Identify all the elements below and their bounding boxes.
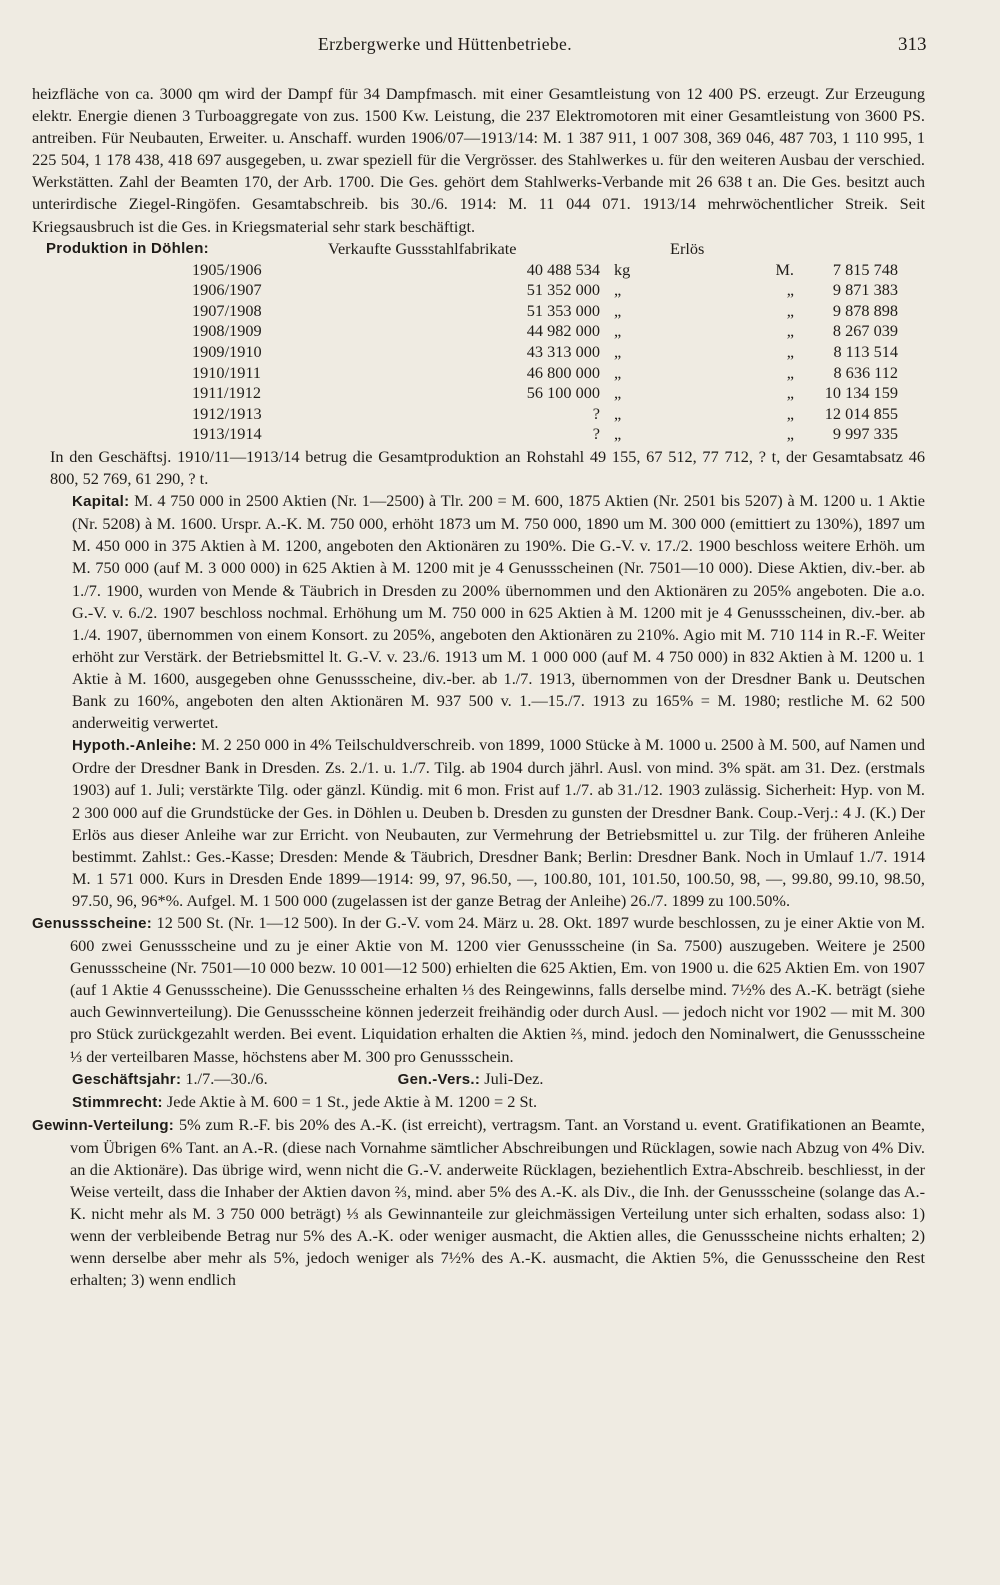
production-currency: „ [786, 362, 794, 382]
production-spacer [898, 280, 925, 301]
geschaeftsjahr-label: Geschäftsjahr: [72, 1070, 182, 1088]
production-amount: 51 352 000 [526, 280, 600, 300]
genuss-label: Genussscheine: [32, 914, 153, 932]
production-spacer [898, 342, 925, 363]
running-head [0, 34, 1000, 60]
production-row [32, 404, 925, 425]
production-unit: „ [614, 280, 622, 300]
genvers-text: Juli-Dez. [484, 1068, 544, 1088]
stimmrecht-text: Jede Aktie à M. 600 = 1 St., jede Aktie à M. 1200 = 2 St. [166, 1091, 538, 1111]
production-year: 1907/1908 [192, 300, 262, 320]
production-row [32, 301, 925, 322]
production-revenue: 8 113 514 [833, 342, 898, 362]
production-currency: „ [786, 383, 794, 403]
production-currency: „ [786, 403, 794, 423]
production-currency: „ [786, 342, 794, 362]
production-col-goods: Verkaufte Gussstahlfabrikate [328, 238, 517, 258]
production-amount: 46 800 000 [526, 362, 600, 382]
production-spacer [898, 383, 925, 404]
production-revenue: 9 878 898 [832, 300, 898, 320]
production-amount: 51 353 000 [526, 300, 600, 320]
production-revenue: 7 815 748 [832, 259, 898, 279]
genuss-section [32, 912, 925, 1068]
production-unit: „ [614, 403, 622, 423]
production-amount: 40 488 534 [526, 259, 600, 279]
production-year: 1910/1911 [192, 362, 262, 382]
production-col-revenue: Erlös [670, 238, 705, 258]
production-label: Produktion in Döhlen: [46, 239, 209, 257]
page-number: 313 [898, 34, 927, 55]
production-revenue: 10 134 159 [824, 383, 898, 403]
kapital-section [32, 490, 925, 734]
production-unit: „ [614, 321, 622, 341]
anleihe-label: Hypoth.-Anleihe: [72, 737, 197, 755]
production-year: 1905/1906 [192, 259, 262, 279]
gewinn-section [32, 1114, 925, 1292]
anleihe-text: M. 2 250 000 in 4% Teilschuldverschreib. von 1899, 1000 Stücke à M. 1000 u. 2500 à M. 500, auf Namen und Ordre der Dresdner Bank in Dresden. Zs. 2./1. u. 1./7. Tilg. ab 1904 durch jährl. Ausl. von mind. 3% spät. am 31. Dez. (erstmals 1903) auf 1. Juli; verstärkte Tilg. oder gänzl. Kündig. mit 6 mon. Frist auf 1./7. ab 31./12. 1903 zulässig. Sicherheit: Hyp. von M. 2 300 000 auf die Grundstücke der Ges. in Döhlen u. Deuben b. Dresden zu gunsten der Dresdner Bank. Coup.-Verj.: 4 J. (K.) Der Erlös aus dieser Anleihe war zur Erricht. von Neubauten, zur Vermehrung der Betriebsmittel u. zur Tilg. der früheren Anleihe bestimmt. Zahlst.: Ges.-Kasse; Dresden: Mende & Täubrich, Dresdner Bank; Berlin: Dresdner Bank. Noch in Umlauf 1./7. 1914 M. 1 571 000. Kurs in Dresden Ende 1899—1914: 99, 97, 96.50, —, 100.80, 101, 101.50, 100.50, 98, —, 99.80, 99.10, 98.50, 97.50, 96, 96*%. Aufgel. M. 1 500 000 (zugelassen ist der ganze Betrag der Anleihe) 26./7. 1899 zu 100.50%. [72, 735, 925, 910]
geschaeftsjahr-text: 1./7.—30./6. [185, 1068, 268, 1088]
gewinn-text: 5% zum R.-F. bis 20% des A.-K. (ist erreicht), vertragsm. Tant. an Vorstand u. event. Gratifikationen an Beamte, vom Übrigen 6% Tant. an A.-R. (diese nach Vornahme sämtlicher Abschreibungen und Rücklagen, sowie nach Abzug von 4% Div. an die Aktionäre). Das übrige wird, wenn nicht die G.-V. anderweite Rücklagen, beziehentlich Extra-Abschreib. beschliesst, in der Weise verteilt, dass die Inhaber der Aktien davon ⅔, mind. aber 5% des A.-K. als Div., die Inh. der Genussscheine (solange das A.-K. nicht mehr als M. 3 750 000 beträgt) ⅓ als Gewinnanteile zur gleichmässigen Verteilung unter sich erhalten, sodass also: 1) wenn der verbleibende Betrag nur 5% des A.-K. oder weniger ausmacht, die Aktien alles, die Genussscheine nichts erhalten; 2) wenn derselbe aber mehr als 5%, jedoch weniger als 7½% des A.-K. ausmacht, die Aktien 5%, die Genussscheine den Rest erhalten; 3) wenn endlich [70, 1114, 925, 1290]
production-year: 1913/1914 [192, 424, 262, 444]
production-amount: 43 313 000 [526, 342, 600, 362]
production-row [32, 260, 925, 281]
production-spacer [898, 404, 925, 425]
production-unit: „ [614, 342, 622, 362]
production-unit: „ [614, 300, 622, 320]
production-spacer [898, 424, 925, 445]
genuss-text: 12 500 St. (Nr. 1—12 500). In der G.-V. vom 24. März u. 28. Okt. 1897 wurde beschlossen, zu je einer Aktie von M. 600 zwei Genussscheine und zu je einer Aktie von M. 1200 vier Genussscheine (in Sa. 7500) auszugeben. Weitere je 2500 Genussscheine (Nr. 7501—10 000 bezw. 10 001—12 500) erhielten die 625 Aktien, Em. von 1900 u. die 625 Aktien Em. von 1907 (auf 1 Aktie 4 Genussscheine). Die Genussscheine erhalten ⅓ des Reingewinns, falls derselbe mind. 7½% des A.-K. beträgt (siehe auch Gewinnverteilung). Die Genussscheine können jederzeit freihändig oder durch Ausl. — jedoch nicht vor 1902 — mit M. 300 pro Stück zurückgezahlt werden. Bei event. Liquidation erhalten die Aktien ⅔, mind. jedoch den Nominalwert, die Genussscheine ⅓ der verteilbaren Masse, höchstens aber M. 300 pro Genussschein. [70, 912, 925, 1066]
production-row [32, 424, 925, 445]
production-currency: „ [786, 300, 794, 320]
document-body [32, 83, 925, 1292]
production-row [32, 363, 925, 384]
production-unit: „ [614, 383, 622, 403]
production-revenue: 12 014 855 [824, 403, 898, 423]
production-amount: 56 100 000 [526, 383, 600, 403]
production-amount: 44 982 000 [526, 321, 600, 341]
stimmrecht-line [32, 1091, 925, 1114]
production-year: 1911/1912 [192, 383, 262, 403]
production-unit: „ [614, 424, 622, 444]
production-row [32, 342, 925, 363]
production-currency: „ [786, 424, 794, 444]
production-row [32, 321, 925, 342]
genvers-label: Gen.-Vers.: [397, 1070, 481, 1088]
production-year: 1909/1910 [192, 342, 262, 362]
production-row [32, 280, 925, 301]
production-amount: ? [592, 424, 600, 444]
production-spacer [898, 260, 925, 281]
production-unit: „ [614, 362, 622, 382]
production-table [32, 260, 925, 445]
geschaeftsjahr-line [32, 1068, 925, 1091]
stimmrecht-label: Stimmrecht: [72, 1093, 163, 1111]
production-revenue: 8 636 112 [833, 362, 898, 382]
production-spacer [898, 301, 925, 322]
production-year: 1906/1907 [192, 280, 262, 300]
intro-paragraph: heizfläche von ca. 3000 qm wird der Dampf für 34 Dampfmasch. mit einer Gesamtleistung von 12 400 PS. erzeugt. Zur Erzeugung elektr. Energie dienen 3 Turboaggregate von zus. 1500 Kw. Leistung, die 237 Elektromotoren mit einer Gesamtleistung von 3600 PS. antreiben. Für Neubauten, Erweiter. u. Anschaff. wurden 1906/07—1913/14: M. 1 387 911, 1 007 308, 369 046, 487 703, 1 110 995, 1 225 504, 1 178 438, 418 697 ausgegeben, u. zwar speziell für die Vergrösser. des Stahlwerkes u. für den weiteren Ausbau der verschied. Werkstätten. Zahl der Beamten 170, der Arb. 1700. Die Ges. gehört dem Stahlwerks-Verbande mit 26 638 t an. Die Ges. besitzt auch unterirdische Ziegel-Ringöfen. Gesamtabschreib. bis 30./6. 1914: M. 11 044 071. 1913/14 mehrwöchentlicher Streik. Seit Kriegsausbruch ist die Ges. in Kriegsmaterial sehr stark beschäftigt. [32, 84, 925, 236]
production-unit: kg [614, 259, 631, 279]
production-amount: ? [592, 403, 600, 423]
production-spacer [898, 363, 925, 384]
production-header [32, 238, 925, 260]
production-revenue: 9 997 335 [832, 424, 898, 444]
production-row [32, 383, 925, 404]
production-currency: „ [786, 280, 794, 300]
production-currency: M. [775, 259, 794, 279]
kapital-text: M. 4 750 000 in 2500 Aktien (Nr. 1—2500) à Tlr. 200 = M. 600, 1875 Aktien (Nr. 2501 bis 5207) à M. 1200 u. 1 Aktie (Nr. 5208) à M. 1600. Urspr. A.-K. M. 750 000, erhöht 1873 um M. 750 000, 1890 um M. 300 000 (emittiert zu 130%), 1897 um M. 450 000 in 375 Aktien à M. 1200, angeboten den Aktionären zu 190%. Die G.-V. v. 17./2. 1900 beschloss weitere Erhöh. um M. 750 000 (auf M. 3 000 000) in 625 Aktien à M. 1200 mit je 4 Genussscheinen (Nr. 7501—10 000). Diese Aktien, div.-ber. ab 1./7. 1900, wurden von Mende & Täubrich in Dresden zu 200% übernommen und den Aktionären zu 205% angeboten. Die a.o. G.-V. v. 6./2. 1907 beschloss nochmal. Erhöhung um M. 750 000 in 625 Aktien à M. 1200 mit je 4 Genussscheinen, div.-ber. ab 1./4. 1907, übernommen von einem Konsort. zu 205%, angeboten den Aktionären zu 210%. Agio mit M. 710 114 in R.-F. Weiter erhöht zur Verstärk. der Betriebsmittel lt. G.-V. v. 23./6. 1913 um M. 1 000 000 (auf M. 4 750 000) in 832 Aktien à M. 1200 u. 1 Aktie à M. 1600, ausgegeben ohne Genussscheine, div.-ber. ab 1./7. 1913, übernommen von der Dresdner Bank u. Deutschen Bank zu 160%, angeboten den alten Aktionären M. 937 500 v. 1.—15./7. 1913 zu 165% = M. 1980; restliche M. 62 500 anderweitig verwertet. [72, 491, 925, 733]
production-revenue: 8 267 039 [832, 321, 898, 341]
running-title: Erzbergwerke und Hüttenbetriebe. [318, 34, 572, 54]
production-revenue: 9 871 383 [832, 280, 898, 300]
anleihe-section [32, 734, 925, 912]
production-spacer [898, 321, 925, 342]
gewinn-label: Gewinn-Verteilung: [32, 1116, 175, 1134]
production-year: 1912/1913 [192, 403, 262, 423]
production-currency: „ [786, 321, 794, 341]
kapital-label: Kapital: [72, 493, 130, 511]
production-year: 1908/1909 [192, 321, 262, 341]
production-summary: In den Geschäftsj. 1910/11—1913/14 betrug die Gesamtproduktion an Rohstahl 49 155, 67 512, 77 712, ? t, der Gesamtabsatz 46 800, 52 769, 61 290, ? t. [50, 447, 925, 489]
